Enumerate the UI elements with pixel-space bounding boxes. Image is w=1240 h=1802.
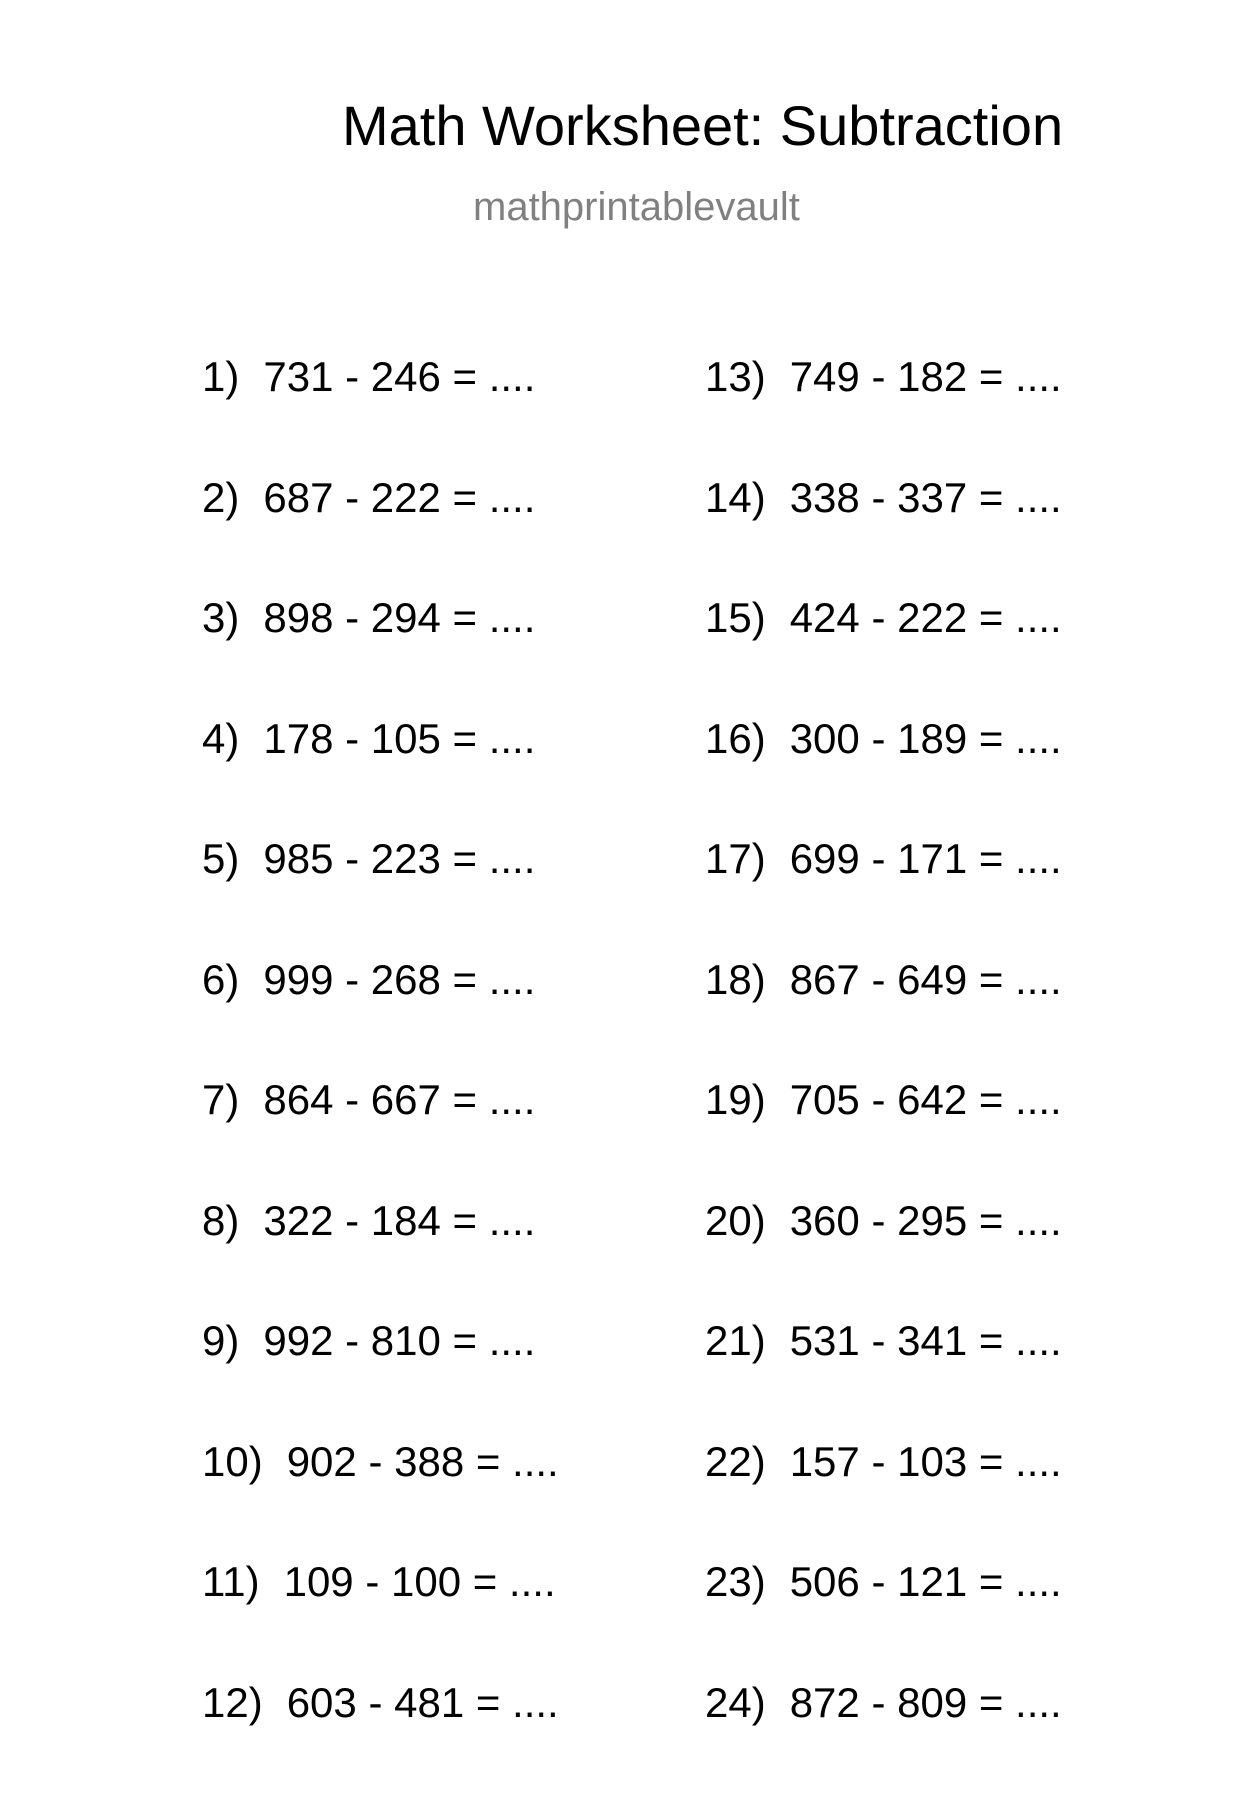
problem-expression: 300 - 189 = .... xyxy=(790,718,1062,760)
problem-item xyxy=(202,1561,559,1682)
problem-expression: 157 - 103 = .... xyxy=(790,1441,1062,1483)
problem-item xyxy=(705,718,1062,839)
problem-number: 19) xyxy=(705,1079,766,1121)
problem-item xyxy=(705,1200,1062,1321)
problem-number: 13) xyxy=(705,356,766,398)
problem-number: 2) xyxy=(202,477,239,519)
problem-item xyxy=(705,356,1062,477)
problem-expression: 731 - 246 = .... xyxy=(263,356,535,398)
problem-expression: 109 - 100 = .... xyxy=(284,1561,556,1603)
problem-number: 23) xyxy=(705,1561,766,1603)
problem-expression: 867 - 649 = .... xyxy=(790,959,1062,1001)
problem-item xyxy=(202,959,559,1080)
problem-item xyxy=(705,838,1062,959)
problem-item xyxy=(202,1682,559,1802)
problem-number: 11) xyxy=(202,1561,260,1603)
problem-expression: 506 - 121 = .... xyxy=(790,1561,1062,1603)
problem-number: 8) xyxy=(202,1200,239,1242)
problem-number: 6) xyxy=(202,959,239,1001)
problem-item xyxy=(202,597,559,718)
problem-item xyxy=(202,718,559,839)
problem-number: 3) xyxy=(202,597,239,639)
problem-item xyxy=(705,1682,1062,1802)
problem-number: 22) xyxy=(705,1441,766,1483)
problem-expression: 360 - 295 = .... xyxy=(790,1200,1062,1242)
problem-expression: 749 - 182 = .... xyxy=(790,356,1062,398)
problem-number: 15) xyxy=(705,597,766,639)
problem-expression: 999 - 268 = .... xyxy=(263,959,535,1001)
page-subtitle: mathprintablevault xyxy=(473,187,800,227)
problem-item xyxy=(705,1561,1062,1682)
problem-number: 21) xyxy=(705,1320,766,1362)
problem-expression: 872 - 809 = .... xyxy=(790,1682,1062,1724)
problem-item xyxy=(705,597,1062,718)
problem-item xyxy=(202,838,559,959)
problem-item xyxy=(705,1079,1062,1200)
problem-item xyxy=(202,1079,559,1200)
problem-item xyxy=(705,477,1062,598)
problem-number: 18) xyxy=(705,959,766,1001)
problem-expression: 603 - 481 = .... xyxy=(287,1682,559,1724)
problem-number: 20) xyxy=(705,1200,766,1242)
problem-item xyxy=(705,1320,1062,1441)
problem-number: 5) xyxy=(202,838,239,880)
problem-expression: 531 - 341 = .... xyxy=(790,1320,1062,1362)
problem-expression: 424 - 222 = .... xyxy=(790,597,1062,639)
problem-item xyxy=(202,356,559,477)
problem-number: 24) xyxy=(705,1682,766,1724)
problem-expression: 687 - 222 = .... xyxy=(263,477,535,519)
problem-expression: 985 - 223 = .... xyxy=(263,838,535,880)
page-title: Math Worksheet: Subtraction xyxy=(342,98,1063,154)
problem-expression: 898 - 294 = .... xyxy=(263,597,535,639)
problem-number: 9) xyxy=(202,1320,239,1362)
problem-number: 14) xyxy=(705,477,766,519)
problem-expression: 178 - 105 = .... xyxy=(263,718,535,760)
problem-item xyxy=(202,477,559,598)
problem-column-right xyxy=(705,356,1062,1802)
problem-expression: 322 - 184 = .... xyxy=(263,1200,535,1242)
problem-expression: 338 - 337 = .... xyxy=(790,477,1062,519)
problem-item xyxy=(202,1441,559,1562)
problem-number: 12) xyxy=(202,1682,263,1724)
problem-number: 10) xyxy=(202,1441,263,1483)
problem-item xyxy=(202,1200,559,1321)
problem-expression: 902 - 388 = .... xyxy=(287,1441,559,1483)
problem-number: 7) xyxy=(202,1079,239,1121)
problem-expression: 699 - 171 = .... xyxy=(790,838,1062,880)
problem-expression: 992 - 810 = .... xyxy=(263,1320,535,1362)
problem-expression: 705 - 642 = .... xyxy=(790,1079,1062,1121)
problem-column-left xyxy=(202,356,559,1802)
problem-number: 17) xyxy=(705,838,766,880)
problem-item xyxy=(705,959,1062,1080)
problem-number: 16) xyxy=(705,718,766,760)
problem-number: 4) xyxy=(202,718,239,760)
problem-number: 1) xyxy=(202,356,239,398)
problem-item xyxy=(705,1441,1062,1562)
problem-item xyxy=(202,1320,559,1441)
problem-expression: 864 - 667 = .... xyxy=(263,1079,535,1121)
